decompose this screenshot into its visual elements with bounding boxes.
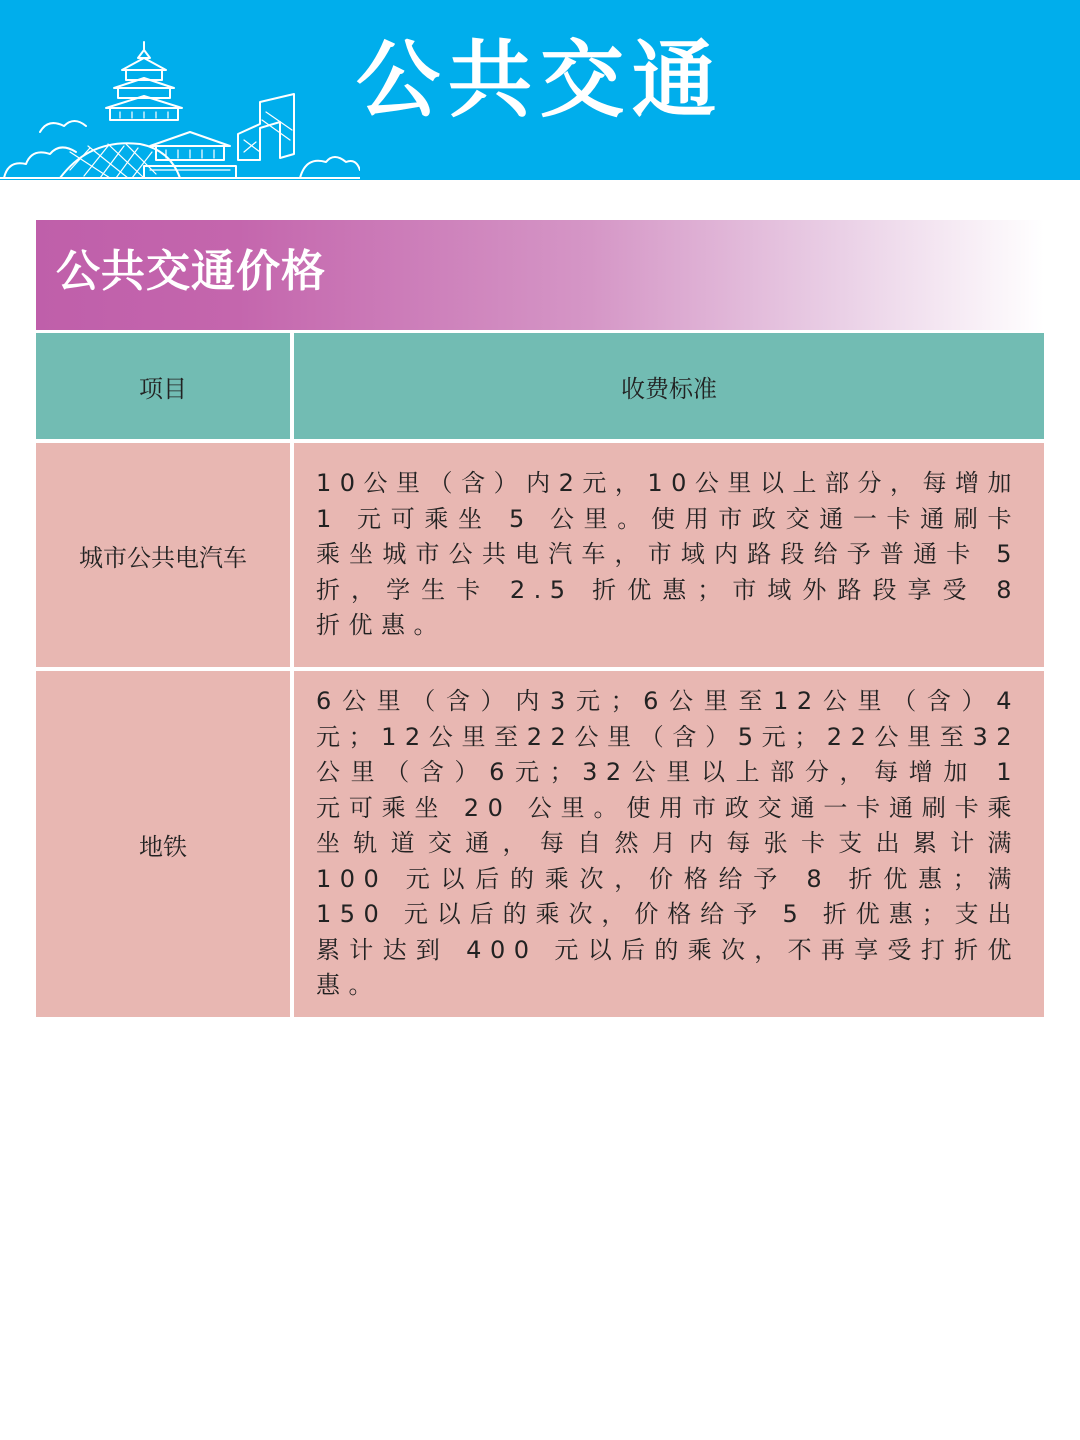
table-cell-fee: 6公里（含）内3元；6公里至12公里（含）4 元；12公里至22公里（含）5元；22公里至32公里（含）6元；32公里以上部分，每增加 1 元可乘坐 20 公里。使用市政交通一卡通刷卡乘坐轨道交通，每自然月内每张卡支出累计满 100 元以后的乘次，价格给予 8 折优惠；满 150 元以后的乘次，价格给予 5 折优惠；支出累计达到 400 元以后的乘次，不再享受打折优惠。 xyxy=(294,671,1044,1021)
table-header-row xyxy=(36,333,1044,443)
page-title: 公共交通 xyxy=(355,31,724,129)
header-banner xyxy=(0,0,1080,180)
section-title: 公共交通价格 xyxy=(56,246,326,297)
table-cell-item: 城市公共电汽车 xyxy=(36,443,294,671)
table-cell-fee: 10公里（含）内2元，10公里以上部分，每增加 1 元可乘坐 5 公里。使用市政交通一卡通刷卡乘坐城市公共电汽车，市域内路段给予普通卡 5 折，学生卡 2.5 折优惠；市域外路段享受 8 折优惠。 xyxy=(294,443,1044,671)
section-banner xyxy=(36,220,1044,330)
price-table xyxy=(36,333,1044,1021)
column-header-item: 项目 xyxy=(36,333,294,443)
column-header-fee: 收费标准 xyxy=(294,333,1044,443)
table-row xyxy=(36,443,1044,671)
table-row xyxy=(36,671,1044,1021)
table-cell-item: 地铁 xyxy=(36,671,294,1021)
